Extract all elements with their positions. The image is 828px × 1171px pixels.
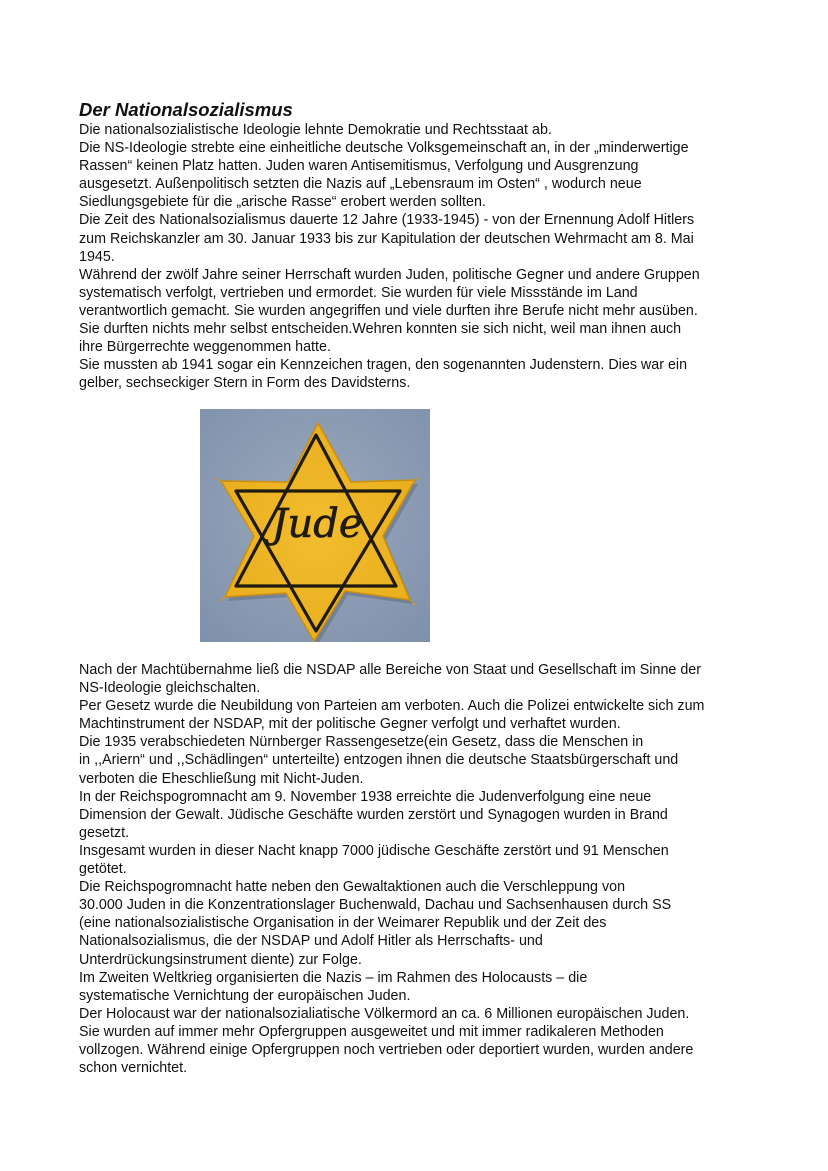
text-line: Siedlungsgebiete für die „arische Rasse“ erobert werden sollten.: [79, 194, 486, 211]
text-line: zum Reichskanzler am 30. Januar 1933 bis zur Kapitulation der deutschen Wehrmacht am 8. Mai: [79, 230, 694, 247]
text-line: Sie mussten ab 1941 sogar ein Kennzeichen tragen, den sogenannten Judenstern. Dies war ein: [79, 357, 688, 374]
text-line: vollzogen. Während einige Opfergruppen noch vertrieben oder deportiert wurden, wurden andere: [79, 1041, 694, 1058]
text-line: Die Zeit des Nationalsozialismus dauerte 12 Jahre (1933-1945) - von der Ernennung Adolf Hitlers: [79, 212, 695, 229]
text-line: ausgesetzt. Außenpolitisch setzten die Nazis auf „Lebensraum im Osten“ , wodurch neue: [79, 176, 642, 193]
text-line: 1945.: [79, 248, 115, 265]
text-line: gesetzt.: [79, 824, 130, 841]
text-line: Der Holocaust war der nationalsozialiatische Völkermord an ca. 6 Millionen europäischen Juden.: [79, 1005, 690, 1022]
text-line: Machtinstrument der NSDAP, mit der politische Gegner verfolgt und verhaftet wurden.: [79, 716, 621, 733]
text-line: getötet.: [79, 861, 127, 878]
intro-text-block: [79, 121, 700, 392]
text-line: schon vernichtet.: [79, 1060, 188, 1077]
text-line: Die NS-Ideologie strebte eine einheitliche deutsche Volksgemeinschaft an, in der „minderwertige: [79, 140, 689, 157]
text-line: ihre Bürgerrechte weggenommen hatte.: [79, 339, 331, 356]
star-lettering: Jude: [271, 501, 363, 547]
text-line: verboten die Eheschließung mit Nicht-Juden.: [79, 770, 364, 787]
text-line: Sie durften nichts mehr selbst entscheiden.Wehren konnten sie sich nicht, weil man ihnen auch: [79, 321, 682, 338]
text-line: systematische Vernichtung der europäischen Juden.: [79, 987, 411, 1004]
main-text-block: [79, 661, 704, 1077]
text-line: In der Reichspogromnacht am 9. November 1938 erreichte die Judenverfolgung eine neue: [79, 788, 652, 805]
text-line: Die 1935 verabschiedeten Nürnberger Rassengesetze(ein Gesetz, dass die Menschen in: [79, 734, 644, 751]
text-line: verantwortlich gemacht. Sie wurden angegriffen und viele durften ihre Berufe nicht mehr ausüben.: [79, 302, 698, 319]
text-line: Rassen“ keinen Platz hatten. Juden waren Antisemitismus, Verfolgung und Ausgrenzung: [79, 158, 639, 175]
text-line: Insgesamt wurden in dieser Nacht knapp 7000 jüdische Geschäfte zerstört und 91 Menschen: [79, 842, 669, 859]
text-line: gelber, sechseckiger Stern in Form des Davidsterns.: [79, 375, 411, 392]
text-line: Die nationalsozialistische Ideologie lehnte Demokratie und Rechtsstaat ab.: [79, 122, 552, 138]
text-line: in ,,Ariern“ und ,,Schädlingen“ unterteilte) entzogen ihnen die deutsche Staatsbürgerschaft und: [79, 752, 679, 769]
text-line: Nationalsozialismus, die der NSDAP und Adolf Hitler als Herrschafts- und: [79, 933, 543, 950]
text-line: systematisch verfolgt, vertrieben und ermordet. Sie wurden für viele Missstände im Land: [79, 284, 638, 301]
text-line: Im Zweiten Weltkrieg organisierten die Nazis – im Rahmen des Holocausts – die: [79, 969, 588, 986]
text-line: Sie wurden auf immer mehr Opfergruppen ausgeweitet und mit immer radikaleren Methoden: [79, 1023, 664, 1040]
text-line: (eine nationalsozialistische Organisation in der Weimarer Republik und der Zeit des: [79, 915, 607, 932]
text-line: 30.000 Juden in die Konzentrationslager Buchenwald, Dachau und Sachsenhausen durch SS: [79, 897, 672, 914]
text-line: Die Reichspogromnacht hatte neben den Gewaltaktionen auch die Verschleppung von: [79, 879, 626, 896]
text-line: NS-Ideologie gleichschalten.: [79, 680, 261, 697]
text-line: Per Gesetz wurde die Neubildung von Parteien am verboten. Auch die Polizei entwickelte sich zum: [79, 698, 705, 715]
text-line: Unterdrückungsinstrument diente) zur Folge.: [79, 951, 362, 968]
text-line: Dimension der Gewalt. Jüdische Geschäfte wurden zerstört und Synagogen wurden in Brand: [79, 806, 668, 823]
text-line: Nach der Machtübernahme ließ die NSDAP alle Bereiche von Staat und Gesellschaft im Sinne der: [79, 662, 701, 678]
star-image: [200, 409, 430, 642]
page-title: Der Nationalsozialismus: [79, 99, 293, 120]
judenstern-photo: [200, 409, 430, 642]
text-line: Während der zwölf Jahre seiner Herrschaft wurden Juden, politische Gegner und andere Gruppen: [79, 266, 700, 283]
